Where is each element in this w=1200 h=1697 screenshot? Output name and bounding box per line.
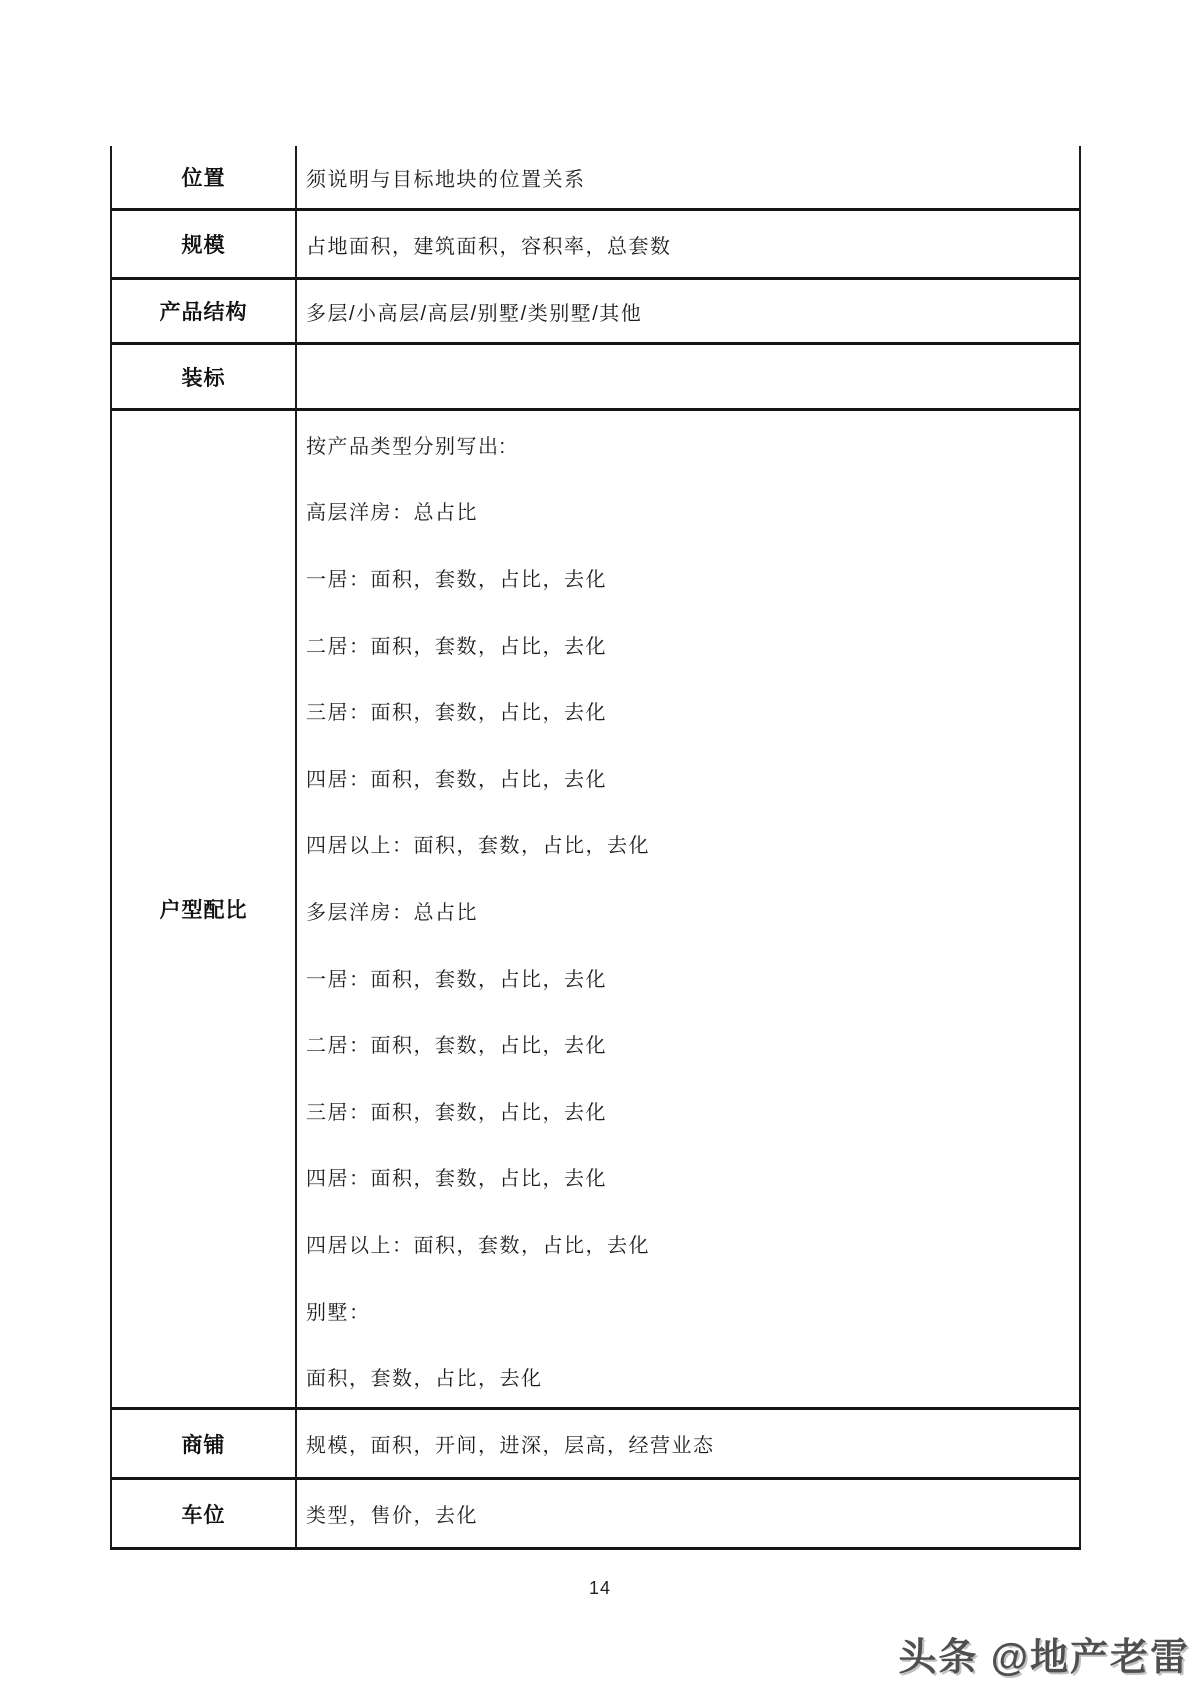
page-number: 14 — [588, 1578, 612, 1598]
row-label-unit-mix: 户型配比 — [112, 411, 297, 1407]
table-row-product-structure — [112, 277, 1079, 342]
row-content-shops: 规模，面积，开间，进深，层高，经营业态 — [306, 1435, 715, 1457]
row-label-shops: 商铺 — [112, 1410, 297, 1477]
unit-mix-line: 一居：面积，套数，占比，去化 — [306, 968, 607, 991]
unit-mix-line: 四居以上：面积，套数，占比，去化 — [306, 835, 650, 858]
row-label-product-structure: 产品结构 — [112, 280, 297, 342]
unit-mix-line: 四居以上：面积，套数，占比，去化 — [306, 1234, 650, 1257]
row-label-parking: 车位 — [112, 1480, 297, 1547]
row-content-parking: 类型，售价，去化 — [306, 1505, 478, 1527]
toutiao-watermark: 头条 @地产老雷 — [898, 1637, 1190, 1679]
unit-mix-line: 二居：面积，套数，占比，去化 — [306, 635, 607, 658]
unit-mix-line: 四居：面积，套数，占比，去化 — [306, 1168, 607, 1191]
row-content-unit-mix — [297, 411, 1079, 1407]
unit-mix-line: 别墅： — [306, 1301, 371, 1324]
row-content-decoration-standard — [297, 345, 1079, 408]
row-content-product-structure: 多层/小高层/高层/别墅/类别墅/其他 — [306, 302, 643, 325]
table-row-shops — [112, 1407, 1079, 1477]
table-row-decoration-standard — [112, 342, 1079, 408]
row-content-location: 须说明与目标地块的位置关系 — [306, 168, 586, 191]
row-label-decoration-standard: 装标 — [112, 345, 297, 408]
row-label-location: 位置 — [112, 146, 297, 208]
unit-mix-line: 多层洋房：总占比 — [306, 901, 478, 924]
unit-mix-line: 按产品类型分别写出: — [306, 435, 507, 458]
unit-mix-line: 三居：面积，套数，占比，去化 — [306, 1101, 607, 1124]
row-content-scale: 占地面积，建筑面积，容积率，总套数 — [306, 235, 672, 258]
row-label-scale: 规模 — [112, 211, 297, 277]
table-row-scale — [112, 208, 1079, 277]
unit-mix-line: 四居：面积，套数，占比，去化 — [306, 768, 607, 791]
competitor-project-table — [110, 146, 1081, 1550]
unit-mix-line: 一居：面积，套数，占比，去化 — [306, 568, 607, 591]
table-row-parking — [112, 1477, 1079, 1547]
table-row-unit-mix — [112, 408, 1079, 1407]
table-row-location — [112, 146, 1079, 208]
unit-mix-line: 三居：面积，套数，占比，去化 — [306, 702, 607, 725]
unit-mix-line: 面积，套数，占比，去化 — [306, 1368, 543, 1391]
unit-mix-line: 二居：面积，套数，占比，去化 — [306, 1035, 607, 1058]
unit-mix-line: 高层洋房：总占比 — [306, 502, 478, 525]
